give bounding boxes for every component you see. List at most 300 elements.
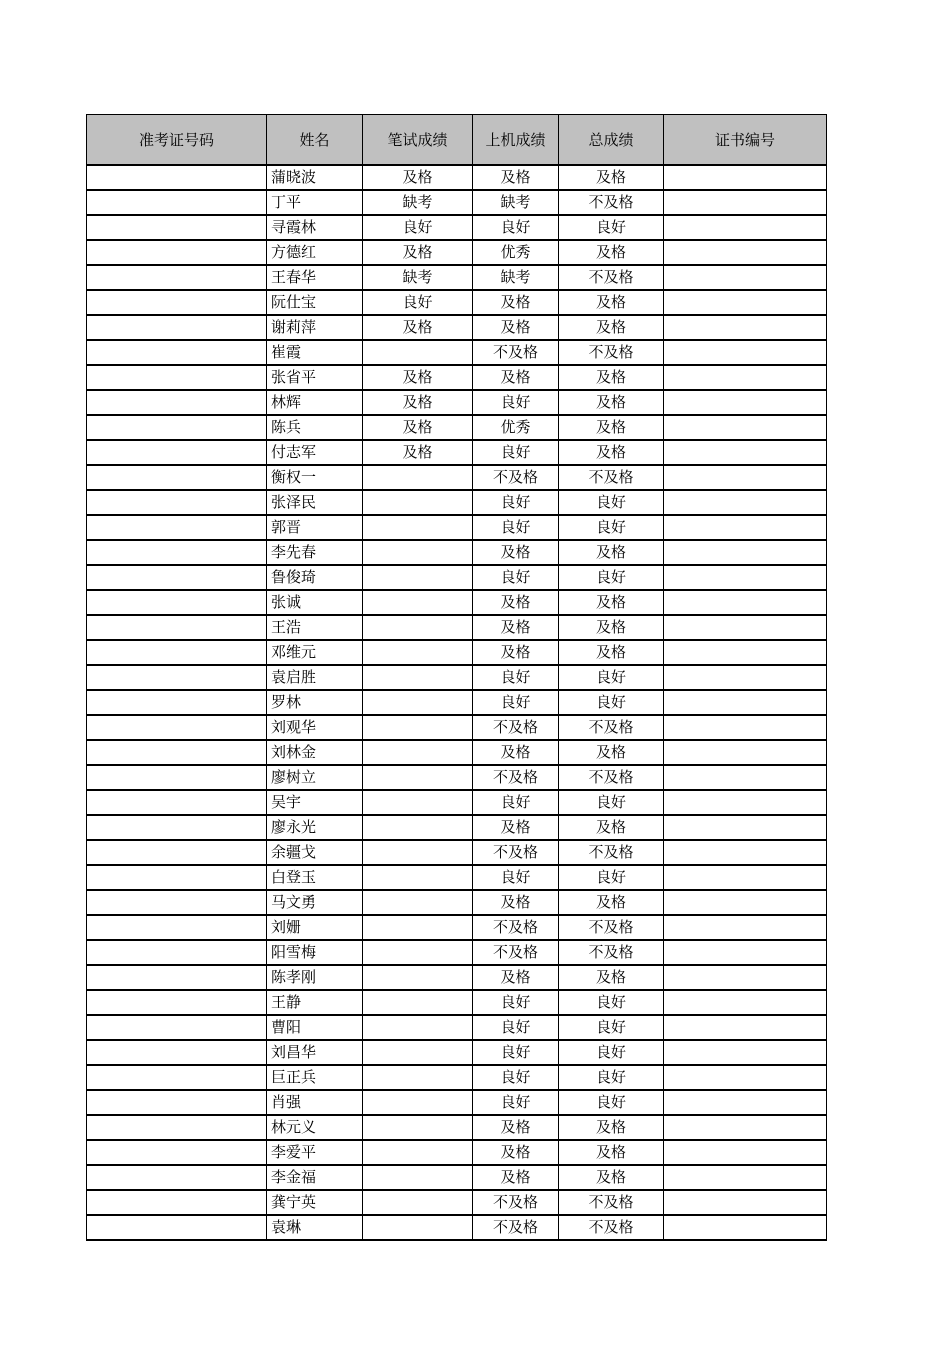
certificate-number-cell[interactable]: [664, 840, 827, 865]
table-row: [87, 865, 827, 890]
total-score-cell[interactable]: 不及格: [559, 465, 664, 490]
total-score-cell[interactable]: 不及格: [559, 265, 664, 290]
table-row: [87, 590, 827, 615]
table-row: [87, 915, 827, 940]
admission-number-cell[interactable]: [87, 465, 267, 490]
name-cell[interactable]: 陈兵: [267, 415, 363, 440]
total-score-cell[interactable]: 良好: [559, 565, 664, 590]
admission-number-cell[interactable]: [87, 965, 267, 990]
written-score-cell[interactable]: [363, 1215, 473, 1240]
total-score-cell[interactable]: 良好: [559, 990, 664, 1015]
written-score-cell[interactable]: [363, 940, 473, 965]
certificate-number-cell[interactable]: [664, 265, 827, 290]
total-score-cell[interactable]: 及格: [559, 165, 664, 190]
written-score-cell[interactable]: [363, 465, 473, 490]
header-written-score[interactable]: 笔试成绩: [363, 115, 473, 166]
admission-number-cell[interactable]: [87, 440, 267, 465]
computer-score-cell[interactable]: 良好: [473, 1090, 559, 1115]
certificate-number-cell[interactable]: [664, 1090, 827, 1115]
admission-number-cell[interactable]: [87, 990, 267, 1015]
written-score-cell[interactable]: [363, 1165, 473, 1190]
table-row: [87, 665, 827, 690]
admission-number-cell[interactable]: [87, 1015, 267, 1040]
name-cell[interactable]: 阮仕宝: [267, 290, 363, 315]
written-score-cell[interactable]: [363, 765, 473, 790]
table-row: [87, 815, 827, 840]
total-score-cell[interactable]: 良好: [559, 215, 664, 240]
admission-number-cell[interactable]: [87, 490, 267, 515]
total-score-cell[interactable]: 良好: [559, 665, 664, 690]
written-score-cell[interactable]: [363, 1040, 473, 1065]
admission-number-cell[interactable]: [87, 315, 267, 340]
written-score-cell[interactable]: [363, 540, 473, 565]
certificate-number-cell[interactable]: [664, 1015, 827, 1040]
admission-number-cell[interactable]: [87, 540, 267, 565]
computer-score-cell[interactable]: 良好: [473, 990, 559, 1015]
table-row: [87, 215, 827, 240]
certificate-number-cell[interactable]: [664, 1190, 827, 1215]
total-score-cell[interactable]: 良好: [559, 1090, 664, 1115]
written-score-cell[interactable]: [363, 790, 473, 815]
table-row: [87, 515, 827, 540]
certificate-number-cell[interactable]: [664, 815, 827, 840]
name-cell[interactable]: 林元义: [267, 1115, 363, 1140]
total-score-cell[interactable]: 及格: [559, 640, 664, 665]
computer-score-cell[interactable]: 不及格: [473, 840, 559, 865]
name-cell[interactable]: 张省平: [267, 365, 363, 390]
table-row: [87, 1090, 827, 1115]
certificate-number-cell[interactable]: [664, 240, 827, 265]
name-cell[interactable]: 崔霞: [267, 340, 363, 365]
name-cell[interactable]: 谢莉萍: [267, 315, 363, 340]
name-cell[interactable]: 刘观华: [267, 715, 363, 740]
table-row: [87, 740, 827, 765]
certificate-number-cell[interactable]: [664, 915, 827, 940]
certificate-number-cell[interactable]: [664, 365, 827, 390]
total-score-cell[interactable]: 及格: [559, 890, 664, 915]
name-cell[interactable]: 吴宇: [267, 790, 363, 815]
name-cell[interactable]: 衡权一: [267, 465, 363, 490]
computer-score-cell[interactable]: 及格: [473, 1140, 559, 1165]
computer-score-cell[interactable]: 不及格: [473, 715, 559, 740]
table-row: [87, 1140, 827, 1165]
computer-score-cell[interactable]: 良好: [473, 665, 559, 690]
admission-number-cell[interactable]: [87, 565, 267, 590]
name-cell[interactable]: 林辉: [267, 390, 363, 415]
computer-score-cell[interactable]: 及格: [473, 315, 559, 340]
admission-number-cell[interactable]: [87, 1090, 267, 1115]
admission-number-cell[interactable]: [87, 165, 267, 190]
admission-number-cell[interactable]: [87, 240, 267, 265]
computer-score-cell[interactable]: 不及格: [473, 1190, 559, 1215]
written-score-cell[interactable]: 及格: [363, 365, 473, 390]
total-score-cell[interactable]: 及格: [559, 615, 664, 640]
total-score-cell[interactable]: 良好: [559, 1065, 664, 1090]
name-cell[interactable]: 罗林: [267, 690, 363, 715]
written-score-cell[interactable]: [363, 915, 473, 940]
total-score-cell[interactable]: 良好: [559, 1015, 664, 1040]
certificate-number-cell[interactable]: [664, 565, 827, 590]
certificate-number-cell[interactable]: [664, 340, 827, 365]
written-score-cell[interactable]: [363, 1115, 473, 1140]
computer-score-cell[interactable]: 及格: [473, 1115, 559, 1140]
written-score-cell[interactable]: [363, 590, 473, 615]
written-score-cell[interactable]: [363, 1015, 473, 1040]
written-score-cell[interactable]: [363, 865, 473, 890]
table-row: [87, 1015, 827, 1040]
written-score-cell[interactable]: [363, 840, 473, 865]
written-score-cell[interactable]: [363, 665, 473, 690]
computer-score-cell[interactable]: 不及格: [473, 915, 559, 940]
table-row: [87, 415, 827, 440]
table-row: [87, 640, 827, 665]
admission-number-cell[interactable]: [87, 815, 267, 840]
certificate-number-cell[interactable]: [664, 940, 827, 965]
computer-score-cell[interactable]: 及格: [473, 815, 559, 840]
name-cell[interactable]: 刘林金: [267, 740, 363, 765]
computer-score-cell[interactable]: 良好: [473, 440, 559, 465]
written-score-cell[interactable]: 缺考: [363, 190, 473, 215]
total-score-cell[interactable]: 及格: [559, 365, 664, 390]
computer-score-cell[interactable]: 及格: [473, 965, 559, 990]
admission-number-cell[interactable]: [87, 215, 267, 240]
certificate-number-cell[interactable]: [664, 1065, 827, 1090]
computer-score-cell[interactable]: 缺考: [473, 190, 559, 215]
computer-score-cell[interactable]: 及格: [473, 540, 559, 565]
total-score-cell[interactable]: 及格: [559, 540, 664, 565]
table-row: [87, 465, 827, 490]
computer-score-cell[interactable]: 不及格: [473, 1215, 559, 1240]
table-row: [87, 565, 827, 590]
certificate-number-cell[interactable]: [664, 215, 827, 240]
certificate-number-cell[interactable]: [664, 965, 827, 990]
total-score-cell[interactable]: 及格: [559, 440, 664, 465]
certificate-number-cell[interactable]: [664, 515, 827, 540]
admission-number-cell[interactable]: [87, 1115, 267, 1140]
written-score-cell[interactable]: [363, 740, 473, 765]
written-score-cell[interactable]: 及格: [363, 315, 473, 340]
name-cell[interactable]: 袁琳: [267, 1215, 363, 1240]
written-score-cell[interactable]: 及格: [363, 240, 473, 265]
certificate-number-cell[interactable]: [664, 890, 827, 915]
computer-score-cell[interactable]: 不及格: [473, 940, 559, 965]
name-cell[interactable]: 龚宁英: [267, 1190, 363, 1215]
written-score-cell[interactable]: [363, 965, 473, 990]
computer-score-cell[interactable]: 良好: [473, 690, 559, 715]
table-row: [87, 1190, 827, 1215]
computer-score-cell[interactable]: 良好: [473, 215, 559, 240]
name-cell[interactable]: 郭晋: [267, 515, 363, 540]
header-row: [87, 115, 827, 166]
total-score-cell[interactable]: 及格: [559, 740, 664, 765]
name-cell[interactable]: 邓维元: [267, 640, 363, 665]
total-score-cell[interactable]: 及格: [559, 1140, 664, 1165]
table-row: [87, 440, 827, 465]
total-score-cell[interactable]: 及格: [559, 1115, 664, 1140]
total-score-cell[interactable]: 不及格: [559, 765, 664, 790]
total-score-cell[interactable]: 不及格: [559, 915, 664, 940]
admission-number-cell[interactable]: [87, 765, 267, 790]
certificate-number-cell[interactable]: [664, 465, 827, 490]
admission-number-cell[interactable]: [87, 265, 267, 290]
table-row: [87, 690, 827, 715]
total-score-cell[interactable]: 不及格: [559, 340, 664, 365]
computer-score-cell[interactable]: 及格: [473, 590, 559, 615]
computer-score-cell[interactable]: 及格: [473, 365, 559, 390]
certificate-number-cell[interactable]: [664, 390, 827, 415]
name-cell[interactable]: 张泽民: [267, 490, 363, 515]
total-score-cell[interactable]: 及格: [559, 415, 664, 440]
computer-score-cell[interactable]: 及格: [473, 615, 559, 640]
admission-number-cell[interactable]: [87, 1040, 267, 1065]
table-row: [87, 1115, 827, 1140]
computer-score-cell[interactable]: 不及格: [473, 765, 559, 790]
admission-number-cell[interactable]: [87, 790, 267, 815]
written-score-cell[interactable]: 及格: [363, 440, 473, 465]
name-cell[interactable]: 李先春: [267, 540, 363, 565]
admission-number-cell[interactable]: [87, 415, 267, 440]
total-score-cell[interactable]: 及格: [559, 590, 664, 615]
name-cell[interactable]: 陈孝刚: [267, 965, 363, 990]
total-score-cell[interactable]: 良好: [559, 1040, 664, 1065]
header-certificate-number[interactable]: 证书编号: [664, 115, 827, 166]
computer-score-cell[interactable]: 良好: [473, 1015, 559, 1040]
name-cell[interactable]: 王浩: [267, 615, 363, 640]
certificate-number-cell[interactable]: [664, 1040, 827, 1065]
total-score-cell[interactable]: 不及格: [559, 940, 664, 965]
table-row: [87, 715, 827, 740]
admission-number-cell[interactable]: [87, 390, 267, 415]
total-score-cell[interactable]: 及格: [559, 315, 664, 340]
certificate-number-cell[interactable]: [664, 290, 827, 315]
admission-number-cell[interactable]: [87, 640, 267, 665]
written-score-cell[interactable]: [363, 615, 473, 640]
certificate-number-cell[interactable]: [664, 690, 827, 715]
name-cell[interactable]: 李金福: [267, 1165, 363, 1190]
total-score-cell[interactable]: 不及格: [559, 1215, 664, 1240]
total-score-cell[interactable]: 不及格: [559, 715, 664, 740]
written-score-cell[interactable]: [363, 340, 473, 365]
written-score-cell[interactable]: [363, 690, 473, 715]
admission-number-cell[interactable]: [87, 865, 267, 890]
name-cell[interactable]: 寻霞林: [267, 215, 363, 240]
written-score-cell[interactable]: [363, 1090, 473, 1115]
written-score-cell[interactable]: [363, 1140, 473, 1165]
name-cell[interactable]: 巨正兵: [267, 1065, 363, 1090]
certificate-number-cell[interactable]: [664, 415, 827, 440]
admission-number-cell[interactable]: [87, 740, 267, 765]
computer-score-cell[interactable]: 良好: [473, 490, 559, 515]
admission-number-cell[interactable]: [87, 290, 267, 315]
total-score-cell[interactable]: 及格: [559, 965, 664, 990]
table-row: [87, 940, 827, 965]
computer-score-cell[interactable]: 缺考: [473, 265, 559, 290]
total-score-cell[interactable]: 不及格: [559, 190, 664, 215]
admission-number-cell[interactable]: [87, 665, 267, 690]
name-cell[interactable]: 肖强: [267, 1090, 363, 1115]
admission-number-cell[interactable]: [87, 715, 267, 740]
name-cell[interactable]: 白登玉: [267, 865, 363, 890]
computer-score-cell[interactable]: 优秀: [473, 415, 559, 440]
header-total-score[interactable]: 总成绩: [559, 115, 664, 166]
table-row: [87, 1040, 827, 1065]
certificate-number-cell[interactable]: [664, 1215, 827, 1240]
computer-score-cell[interactable]: 良好: [473, 1065, 559, 1090]
written-score-cell[interactable]: [363, 565, 473, 590]
admission-number-cell[interactable]: [87, 890, 267, 915]
admission-number-cell[interactable]: [87, 940, 267, 965]
certificate-number-cell[interactable]: [664, 990, 827, 1015]
certificate-number-cell[interactable]: [664, 1165, 827, 1190]
computer-score-cell[interactable]: 不及格: [473, 465, 559, 490]
admission-number-cell[interactable]: [87, 1065, 267, 1090]
table-row: [87, 265, 827, 290]
computer-score-cell[interactable]: 良好: [473, 790, 559, 815]
name-cell[interactable]: 刘昌华: [267, 1040, 363, 1065]
table-row: [87, 490, 827, 515]
written-score-cell[interactable]: [363, 490, 473, 515]
certificate-number-cell[interactable]: [664, 640, 827, 665]
table-row: [87, 1065, 827, 1090]
admission-number-cell[interactable]: [87, 1165, 267, 1190]
name-cell[interactable]: 付志军: [267, 440, 363, 465]
table-row: [87, 240, 827, 265]
admission-number-cell[interactable]: [87, 190, 267, 215]
certificate-number-cell[interactable]: [664, 190, 827, 215]
admission-number-cell[interactable]: [87, 840, 267, 865]
written-score-cell[interactable]: 良好: [363, 290, 473, 315]
written-score-cell[interactable]: [363, 815, 473, 840]
admission-number-cell[interactable]: [87, 1215, 267, 1240]
admission-number-cell[interactable]: [87, 365, 267, 390]
written-score-cell[interactable]: [363, 990, 473, 1015]
computer-score-cell[interactable]: 及格: [473, 640, 559, 665]
written-score-cell[interactable]: [363, 1190, 473, 1215]
written-score-cell[interactable]: [363, 715, 473, 740]
admission-number-cell[interactable]: [87, 1190, 267, 1215]
name-cell[interactable]: 阳雪梅: [267, 940, 363, 965]
admission-number-cell[interactable]: [87, 915, 267, 940]
admission-number-cell[interactable]: [87, 1140, 267, 1165]
name-cell[interactable]: 余疆戈: [267, 840, 363, 865]
computer-score-cell[interactable]: 良好: [473, 1040, 559, 1065]
computer-score-cell[interactable]: 及格: [473, 290, 559, 315]
computer-score-cell[interactable]: 良好: [473, 390, 559, 415]
computer-score-cell[interactable]: 及格: [473, 1165, 559, 1190]
computer-score-cell[interactable]: 良好: [473, 565, 559, 590]
total-score-cell[interactable]: 良好: [559, 865, 664, 890]
admission-number-cell[interactable]: [87, 690, 267, 715]
name-cell[interactable]: 方德红: [267, 240, 363, 265]
total-score-cell[interactable]: 及格: [559, 815, 664, 840]
written-score-cell[interactable]: 及格: [363, 415, 473, 440]
total-score-cell[interactable]: 良好: [559, 515, 664, 540]
header-admission-number[interactable]: 准考证号码: [87, 115, 267, 166]
name-cell[interactable]: 刘姗: [267, 915, 363, 940]
certificate-number-cell[interactable]: [664, 540, 827, 565]
total-score-cell[interactable]: 良好: [559, 790, 664, 815]
table-row: [87, 190, 827, 215]
admission-number-cell[interactable]: [87, 615, 267, 640]
table-row: [87, 390, 827, 415]
computer-score-cell[interactable]: 不及格: [473, 340, 559, 365]
name-cell[interactable]: 马文勇: [267, 890, 363, 915]
name-cell[interactable]: 王静: [267, 990, 363, 1015]
total-score-cell[interactable]: 不及格: [559, 840, 664, 865]
computer-score-cell[interactable]: 及格: [473, 890, 559, 915]
total-score-cell[interactable]: 良好: [559, 690, 664, 715]
computer-score-cell[interactable]: 良好: [473, 515, 559, 540]
total-score-cell[interactable]: 及格: [559, 1165, 664, 1190]
table-row: [87, 790, 827, 815]
table-row: [87, 340, 827, 365]
total-score-cell[interactable]: 及格: [559, 290, 664, 315]
total-score-cell[interactable]: 及格: [559, 390, 664, 415]
certificate-number-cell[interactable]: [664, 590, 827, 615]
name-cell[interactable]: 张诚: [267, 590, 363, 615]
table-row: [87, 965, 827, 990]
total-score-cell[interactable]: 良好: [559, 490, 664, 515]
certificate-number-cell[interactable]: [664, 490, 827, 515]
certificate-number-cell[interactable]: [664, 740, 827, 765]
written-score-cell[interactable]: 及格: [363, 390, 473, 415]
certificate-number-cell[interactable]: [664, 165, 827, 190]
certificate-number-cell[interactable]: [664, 865, 827, 890]
certificate-number-cell[interactable]: [664, 715, 827, 740]
certificate-number-cell[interactable]: [664, 440, 827, 465]
certificate-number-cell[interactable]: [664, 615, 827, 640]
name-cell[interactable]: 丁平: [267, 190, 363, 215]
computer-score-cell[interactable]: 及格: [473, 165, 559, 190]
table-body: [87, 165, 827, 1240]
total-score-cell[interactable]: 不及格: [559, 1190, 664, 1215]
name-cell[interactable]: 王春华: [267, 265, 363, 290]
name-cell[interactable]: 鲁俊琦: [267, 565, 363, 590]
certificate-number-cell[interactable]: [664, 765, 827, 790]
written-score-cell[interactable]: [363, 890, 473, 915]
name-cell[interactable]: 袁启胜: [267, 665, 363, 690]
table-row: [87, 365, 827, 390]
admission-number-cell[interactable]: [87, 515, 267, 540]
header-name[interactable]: 姓名: [267, 115, 363, 166]
written-score-cell[interactable]: [363, 515, 473, 540]
name-cell[interactable]: 曹阳: [267, 1015, 363, 1040]
name-cell[interactable]: 李爱平: [267, 1140, 363, 1165]
computer-score-cell[interactable]: 良好: [473, 865, 559, 890]
total-score-cell[interactable]: 及格: [559, 240, 664, 265]
table-row: [87, 290, 827, 315]
certificate-number-cell[interactable]: [664, 315, 827, 340]
computer-score-cell[interactable]: 及格: [473, 740, 559, 765]
header-computer-score[interactable]: 上机成绩: [473, 115, 559, 166]
certificate-number-cell[interactable]: [664, 665, 827, 690]
written-score-cell[interactable]: 缺考: [363, 265, 473, 290]
table-row: [87, 840, 827, 865]
written-score-cell[interactable]: 及格: [363, 165, 473, 190]
certificate-number-cell[interactable]: [664, 790, 827, 815]
name-cell[interactable]: 廖树立: [267, 765, 363, 790]
admission-number-cell[interactable]: [87, 590, 267, 615]
certificate-number-cell[interactable]: [664, 1115, 827, 1140]
name-cell[interactable]: 廖永光: [267, 815, 363, 840]
name-cell[interactable]: 蒲晓波: [267, 165, 363, 190]
certificate-number-cell[interactable]: [664, 1140, 827, 1165]
written-score-cell[interactable]: [363, 1065, 473, 1090]
written-score-cell[interactable]: [363, 640, 473, 665]
admission-number-cell[interactable]: [87, 340, 267, 365]
computer-score-cell[interactable]: 优秀: [473, 240, 559, 265]
written-score-cell[interactable]: 良好: [363, 215, 473, 240]
